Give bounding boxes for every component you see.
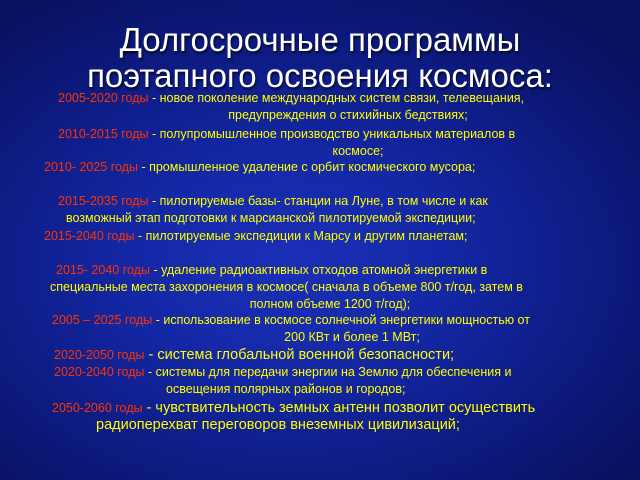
program-years: 2005-2020 годы [58, 91, 149, 105]
program-item-2 [58, 126, 598, 160]
program-item-10 [52, 400, 622, 434]
program-item-8 [54, 347, 614, 364]
program-text: - промышленное удаление с орбит космического мусора; [137, 160, 476, 174]
slide-title [0, 22, 640, 94]
program-years: 2010- 2025 годы [44, 160, 138, 174]
program-text: - полупромышленное производство уникальных материалов в [148, 127, 516, 141]
slide-title-line-1: Долгосрочные программы [119, 21, 521, 58]
program-years: 2050-2060 годы [52, 401, 143, 415]
program-text: - удаление радиоактивных отходов атомной энергетики в [149, 263, 488, 277]
program-text: космосе; [332, 144, 384, 158]
program-years: 2010-2015 годы [58, 127, 149, 141]
program-item-5 [44, 228, 604, 245]
program-text: полном объеме 1200 т/год); [249, 297, 411, 311]
program-item-1 [58, 90, 598, 124]
program-text: - новое поколение международных систем связи, телевещания, [148, 91, 525, 105]
program-text: предупреждения о стихийных бедствиях; [228, 108, 468, 122]
slide-title-line-2: поэтапного освоения космоса: [87, 57, 553, 94]
program-years: 2015-2040 годы [44, 229, 135, 243]
program-text: 200 КВт и более 1 МВт; [284, 330, 420, 344]
program-item-7 [52, 312, 612, 346]
program-text: возможный этап подготовки к марсианской пилотируемой экспедиции; [66, 211, 476, 225]
program-item-6 [50, 262, 610, 313]
program-text: - системы для передачи энергии на Землю для обеспечения и [144, 365, 512, 379]
program-text: - использование в космосе солнечной энергетики мощностью от [152, 313, 530, 327]
program-item-9 [54, 364, 614, 398]
program-text: - пилотируемые базы- станции на Луне, в том числе и как [148, 194, 488, 208]
program-text: - чувствительность земных антенн позволит осуществить [142, 400, 536, 416]
program-item-3 [44, 159, 604, 176]
program-years: 2005 – 2025 годы [52, 313, 153, 327]
program-text: освещения полярных районов и городов; [166, 382, 406, 396]
program-text: - пилотируемые экспедиции к Марсу и другим планетам; [134, 229, 468, 243]
program-years: 2015-2035 годы [58, 194, 149, 208]
program-text: специальные места захоронения в космосе( сначала в объеме 800 т/год, затем в [50, 280, 523, 294]
program-years: 2020-2050 годы [54, 348, 145, 362]
program-years: 2015- 2040 годы [56, 263, 150, 277]
program-text: радиоперехват переговоров внеземных цивилизаций; [96, 417, 460, 433]
program-item-4 [58, 193, 618, 227]
program-text: - система глобальной военной безопасности; [144, 347, 455, 363]
program-years: 2020-2040 годы [54, 365, 145, 379]
